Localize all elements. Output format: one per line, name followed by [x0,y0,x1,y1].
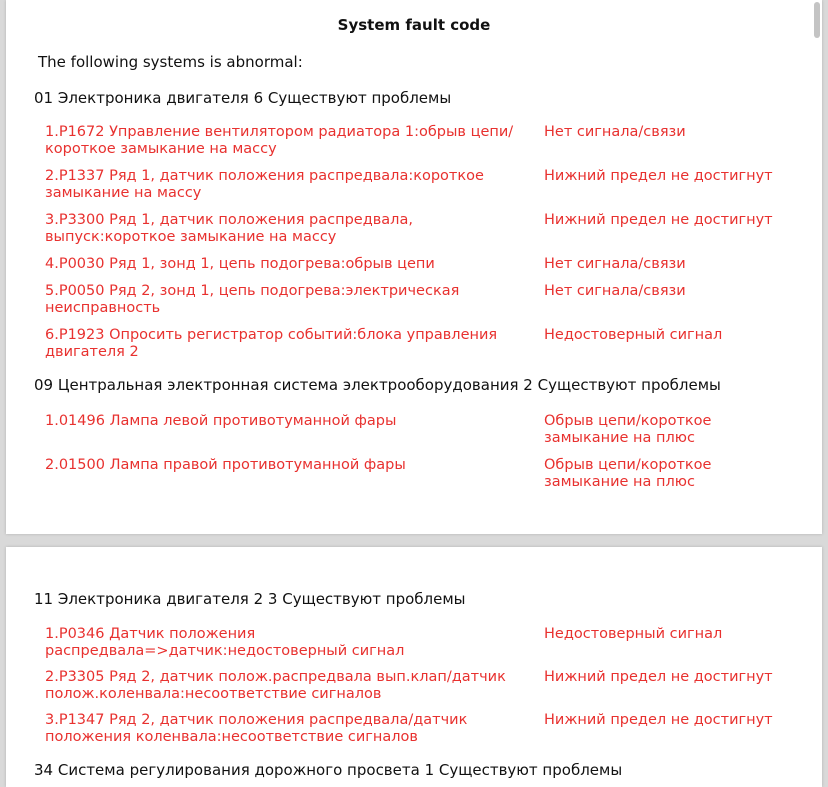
fault-description: 6.P1923 Опросить регистратор событий:блока управления двигателя 2 [45,327,498,360]
fault-description: 3.P1347 Ряд 2, датчик положения распредвала/датчик положения коленвала:несоответствие сигналов [45,712,468,745]
page-title: System fault code [337,16,491,34]
fault-description: 1.01496 Лампа левой противотуманной фары [45,413,397,429]
report-page-1 [6,0,822,534]
system-header: 01 Электроника двигателя 6 Существуют проблемы [34,89,452,107]
system-header: 09 Центральная электронная система электрооборудования 2 Существуют проблемы [34,376,721,394]
fault-status: Недостоверный сигнал [544,626,723,642]
fault-status: Нижний предел не достигнут [544,212,773,228]
system-header: 34 Система регулирования дорожного просвета 1 Существуют проблемы [34,761,623,779]
fault-status: Обрыв цепи/короткое замыкание на плюс [544,413,712,446]
fault-status: Нет сигнала/связи [544,283,686,299]
fault-status: Нет сигнала/связи [544,124,686,140]
fault-description: 1.P0346 Датчик положения распредвала=>датчик:недостоверный сигнал [45,626,405,659]
fault-description: 1.P1672 Управление вентилятором радиатора 1:обрыв цепи/короткое замыкание на массу [45,124,514,157]
system-header: 11 Электроника двигателя 2 3 Существуют проблемы [34,590,466,608]
fault-description: 2.P3305 Ряд 2, датчик полож.распредвала вып.клап/датчик полож.коленвала:несоответствие сигналов [45,669,506,702]
fault-status: Нижний предел не достигнут [544,669,773,685]
fault-status: Нижний предел не достигнут [544,168,773,184]
fault-description: 5.P0050 Ряд 2, зонд 1, цепь подогрева:электрическая неисправность [45,283,460,316]
fault-description: 2.01500 Лампа правой противотуманной фары [45,457,406,473]
fault-description: 3.P3300 Ряд 1, датчик положения распредвала, выпуск:короткое замыкание на массу [45,212,413,245]
intro-text: The following systems is abnormal: [38,53,303,71]
fault-status: Нет сигнала/связи [544,256,686,272]
fault-status: Нижний предел не достигнут [544,712,773,728]
fault-description: 4.P0030 Ряд 1, зонд 1, цепь подогрева:обрыв цепи [45,256,435,272]
fault-status: Недостоверный сигнал [544,327,723,343]
fault-description: 2.P1337 Ряд 1, датчик положения распредвала:короткое замыкание на массу [45,168,484,201]
report-page-2 [6,547,822,787]
fault-status: Обрыв цепи/короткое замыкание на плюс [544,457,712,490]
